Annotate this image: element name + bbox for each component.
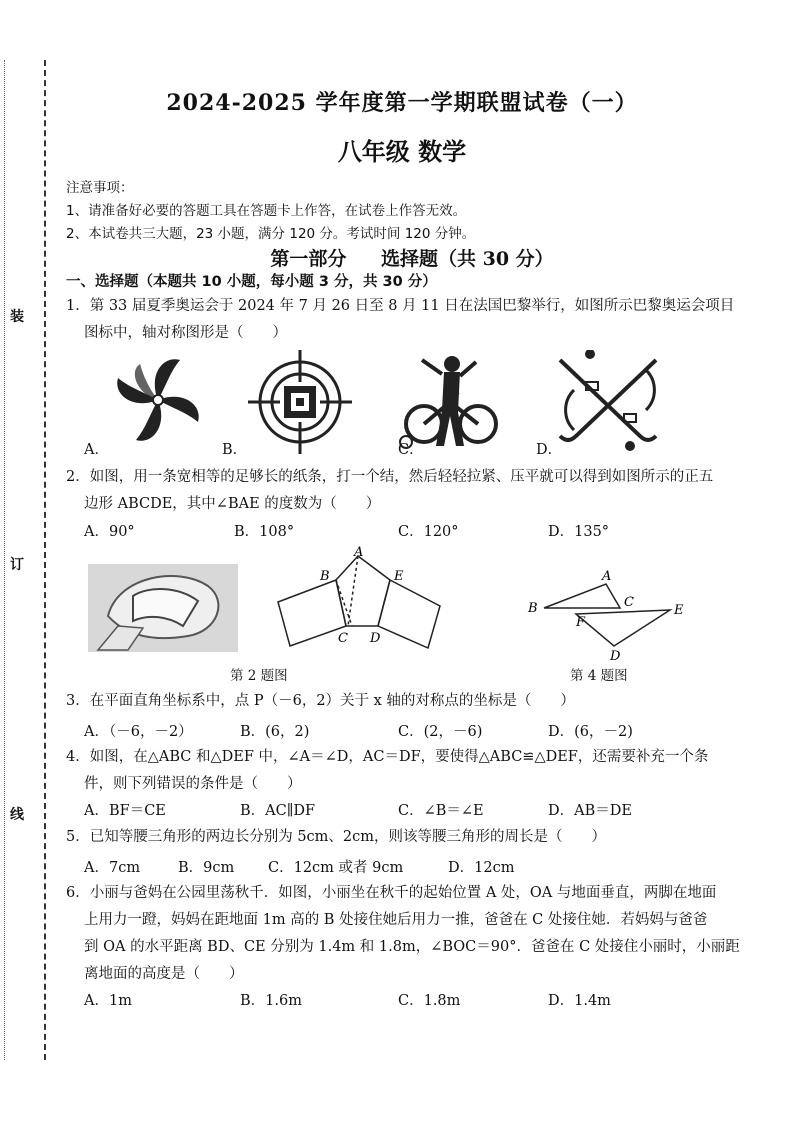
- question-6-line-2: 上用力一蹬，妈妈在距地面 1m 高的 B 处接住她后用力一推，爸爸在 C 处接住她．若妈妈与爸爸: [84, 912, 708, 928]
- q3-option-b[interactable]: B．(6，2): [240, 724, 310, 740]
- cyclist-icon: [400, 356, 496, 448]
- question-2-line-1: 2．如图，用一条宽相等的足够长的纸条，打一个结，然后轻轻拉紧、压平就可以得到如图所示的正五: [66, 469, 714, 485]
- question-6-line-3: 到 OA 的水平距离 BD、CE 分别为 1.4m 和 1.8m，∠BOC＝90°．爸爸在 C 处接住小丽时，小丽距: [84, 939, 740, 955]
- figure-2-caption: 第 2 题图: [230, 668, 288, 684]
- q6-option-b[interactable]: B．1.6m: [240, 993, 302, 1009]
- q3-option-d[interactable]: D．(6，－2): [548, 724, 633, 740]
- fig4-label-e: E: [674, 603, 684, 618]
- q2-option-a[interactable]: A．90°: [84, 524, 135, 540]
- question-3-line-1: 3．在平面直角坐标系中，点 P（－6，2）关于 x 轴的对称点的坐标是（ ）: [66, 693, 575, 709]
- binding-label-xian: 线: [10, 807, 24, 823]
- fig4-label-f: F: [576, 615, 586, 630]
- fig2-label-c: C: [338, 631, 348, 646]
- fig2-label-a: A: [354, 546, 364, 560]
- q2-option-c[interactable]: C．120°: [398, 524, 459, 540]
- binding-label-zhuang: 装: [10, 309, 24, 325]
- q1-option-d[interactable]: D．: [536, 442, 563, 458]
- question-4-line-2: 件，则下列错误的条件是（ ）: [84, 776, 302, 792]
- q3-option-c[interactable]: C．(2，－6): [398, 724, 483, 740]
- notice-item-1: 1、请准备好必要的答题工具在答题卡上作答，在试卷上作答无效。: [66, 203, 467, 219]
- binding-label-ding: 订: [10, 557, 24, 573]
- question-5: [66, 824, 756, 851]
- hockey-sticks-icon: [560, 350, 656, 451]
- q2-option-d[interactable]: D．135°: [548, 524, 610, 540]
- question-1-line-2: 图标中，轴对称图形是（ ）: [84, 325, 287, 341]
- notice-heading: 注意事项：: [66, 180, 134, 196]
- q5-option-d[interactable]: D．12cm: [448, 860, 515, 876]
- pentagon-knot-figure: [278, 556, 440, 648]
- part-one-label: 第一部分: [270, 248, 347, 270]
- part-one-title: [62, 244, 762, 271]
- q5-option-b[interactable]: B．9cm: [178, 860, 235, 876]
- q2-option-b[interactable]: B．108°: [234, 524, 295, 540]
- binding-margin: [0, 60, 62, 1060]
- q6-option-a[interactable]: A．1m: [84, 993, 132, 1009]
- page-title: 2024-2025 学年度第一学期联盟试卷（一）: [166, 90, 638, 116]
- q1-option-c[interactable]: C．: [398, 442, 424, 458]
- q6-option-d[interactable]: D．1.4m: [548, 993, 611, 1009]
- q6-option-c[interactable]: C．1.8m: [398, 993, 461, 1009]
- section-one-heading: 一、选择题（本题共 10 小题，每小题 3 分，共 30 分）: [66, 274, 437, 290]
- question-2-line-2: 边形 ABCDE，其中∠BAE 的度数为（ ）: [84, 496, 381, 512]
- question-4: [66, 744, 756, 798]
- q4-option-a[interactable]: A．BF＝CE: [84, 803, 166, 819]
- fig2-label-b: B: [320, 569, 330, 584]
- question-4-line-1: 4．如图，在△ABC 和△DEF 中，∠A＝∠D，AC＝DF，要使得△ABC≌△DEF，还需要补充一个条: [66, 749, 709, 765]
- fig4-label-d: D: [610, 649, 621, 664]
- part-one-name: 选择题（共 30 分）: [380, 248, 554, 270]
- q1-option-a[interactable]: A．: [84, 442, 109, 458]
- page-subtitle: 八年级 数学: [337, 137, 467, 166]
- q1-option-b[interactable]: B．: [222, 442, 248, 458]
- question-1-figures: [110, 350, 750, 460]
- fig4-label-b: B: [528, 601, 538, 616]
- q3-option-a[interactable]: A．（－6，－2）: [84, 724, 193, 740]
- question-1-line-1: 1．第 33 届夏季奥运会于 2024 年 7 月 26 日至 8 月 11 日在法国巴黎举行，如图所示巴黎奥运会项目: [66, 298, 735, 314]
- q4-option-c[interactable]: C．∠B＝∠E: [398, 803, 484, 819]
- question-3: [66, 688, 756, 715]
- target-square-icon: [248, 350, 352, 454]
- fig2-label-e: E: [394, 569, 404, 584]
- windmill-logo-icon: [117, 359, 199, 441]
- q5-option-a[interactable]: A．7cm: [84, 860, 141, 876]
- figure-4-caption: 第 4 题图: [570, 668, 628, 684]
- fig2-label-d: D: [370, 631, 381, 646]
- figures-row: [88, 546, 748, 664]
- binding-dashed-line: [44, 60, 46, 1060]
- question-6: [66, 880, 756, 988]
- q4-triangles-figure: [544, 584, 670, 646]
- question-1: [66, 293, 756, 347]
- q5-option-c[interactable]: C．12cm 或者 9cm: [268, 860, 404, 876]
- paper-knot-photo: [88, 564, 238, 652]
- q4-option-b[interactable]: B．AC∥DF: [240, 803, 316, 819]
- fig4-label-c: C: [624, 595, 634, 610]
- fig4-label-a: A: [602, 569, 612, 584]
- question-2: [66, 464, 756, 518]
- notice-item-2: 2、本试卷共三大题，23 小题，满分 120 分。考试时间 120 分钟。: [66, 226, 476, 242]
- question-6-line-1: 6．小丽与爸妈在公园里荡秋千．如图，小丽坐在秋千的起始位置 A 处，OA 与地面垂直，两脚在地面: [66, 885, 717, 901]
- question-6-line-4: 离地面的高度是（ ）: [84, 966, 244, 982]
- q4-option-d[interactable]: D．AB＝DE: [548, 803, 632, 819]
- question-5-line-1: 5．已知等腰三角形的两边长分别为 5cm、2cm，则该等腰三角形的周长是（ ）: [66, 829, 607, 845]
